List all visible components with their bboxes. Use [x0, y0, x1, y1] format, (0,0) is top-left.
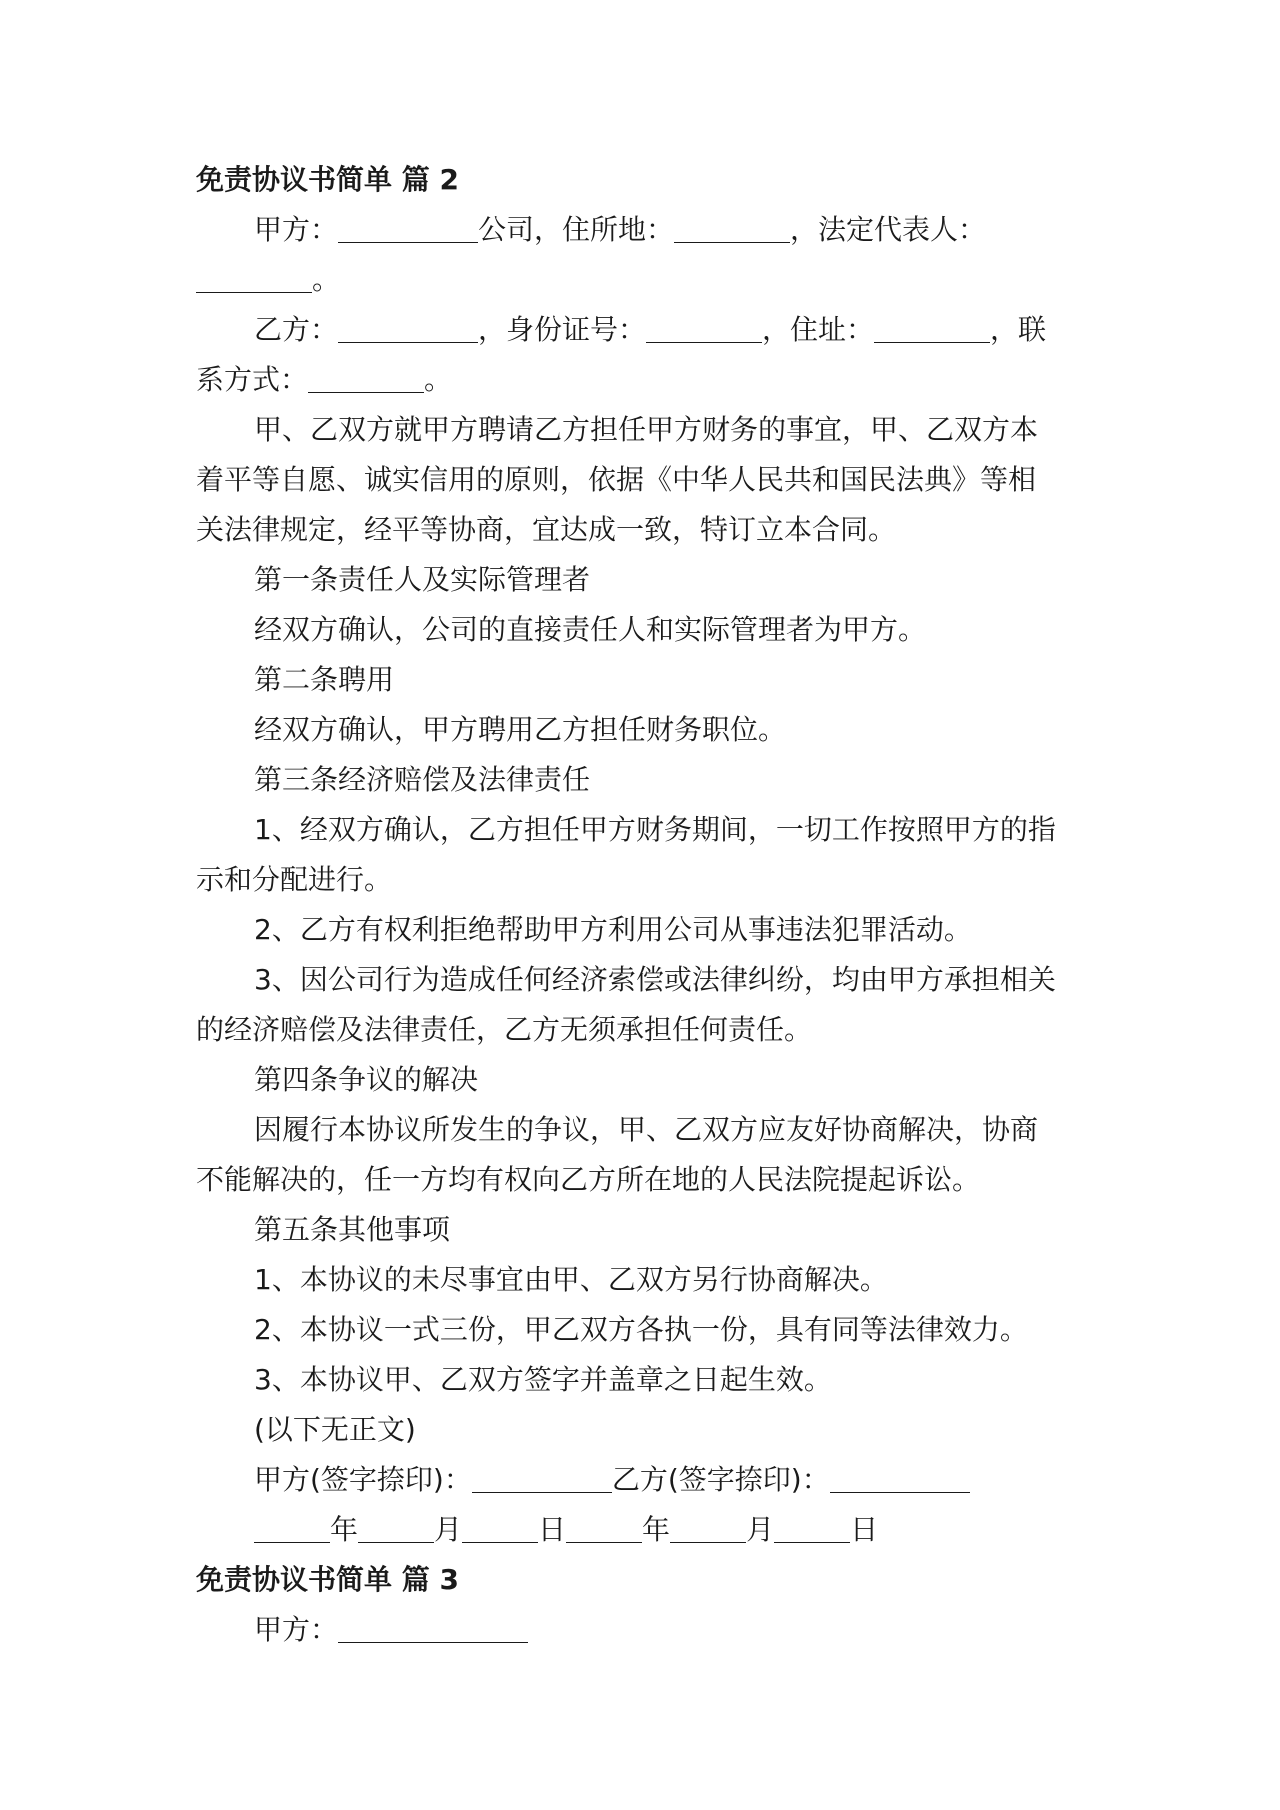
party-a-company-label: 公司，住所地：	[478, 213, 675, 246]
article-2-body: 经双方确认，甲方聘用乙方担任财务职位。	[254, 713, 787, 746]
month-label: 月	[746, 1513, 775, 1546]
document-content	[196, 155, 1098, 1655]
article-1-title: 第一条责任人及实际管理者	[254, 563, 591, 596]
party-a-company-blank[interactable]	[338, 212, 478, 243]
article-3-item-1-line-1: 1、经双方确认，乙方担任甲方财务期间，一切工作按照甲方的指	[254, 813, 1056, 846]
year-label: 年	[642, 1513, 671, 1546]
intro-paragraph-line-2: 着平等自愿、诚实信用的原则，依据《中华人民共和国民法典》等相	[196, 463, 1037, 496]
article-4-body-line-2: 不能解决的，任一方均有权向乙方所在地的人民法院提起诉讼。	[196, 1163, 981, 1196]
party-b-name-blank[interactable]	[338, 312, 478, 343]
party-a-rep-blank[interactable]	[196, 262, 312, 293]
party-b-line	[196, 305, 1098, 355]
day-label: 日	[850, 1513, 879, 1546]
party-a-line-cont	[196, 255, 1098, 305]
article-5-title: 第五条其他事项	[254, 1213, 451, 1246]
article-3-item-1-line-2: 示和分配进行。	[196, 863, 393, 896]
article-3-item-3-line-2: 的经济赔偿及法律责任，乙方无须承担任何责任。	[196, 1013, 813, 1046]
article-2-title: 第二条聘用	[254, 663, 395, 696]
party-a-sign-blank[interactable]	[472, 1462, 612, 1493]
article-5-item-1: 1、本协议的未尽事宜由甲、乙双方另行协商解决。	[254, 1263, 888, 1296]
section-3-party-a-blank[interactable]	[338, 1612, 528, 1643]
party-a-day-blank[interactable]	[462, 1512, 538, 1543]
intro-paragraph-line-3: 关法律规定，经平等协商，宜达成一致，特订立本合同。	[196, 513, 897, 546]
article-5-item-2: 2、本协议一式三份，甲乙双方各执一份，具有同等法律效力。	[254, 1313, 1028, 1346]
article-1-body: 经双方确认，公司的直接责任人和实际管理者为甲方。	[254, 613, 927, 646]
section-3-party-a-line	[196, 1605, 1098, 1655]
party-b-end: 。	[424, 363, 453, 396]
party-b-year-blank[interactable]	[566, 1512, 642, 1543]
year-label: 年	[330, 1513, 359, 1546]
party-b-label: 乙方：	[254, 313, 339, 346]
article-4-body-line-1: 因履行本协议所发生的争议，甲、乙双方应友好协商解决，协商	[254, 1113, 1039, 1146]
party-b-sign-label: 乙方(签字捺印)：	[611, 1463, 830, 1496]
party-b-contact-label-1: ，联	[990, 313, 1047, 346]
signature-line	[196, 1455, 1098, 1505]
article-5-item-3: 3、本协议甲、乙双方签字并盖章之日起生效。	[254, 1363, 832, 1396]
section-3-title: 免责协议书简单 篇 3	[196, 1563, 459, 1596]
party-a-year-blank[interactable]	[254, 1512, 330, 1543]
party-b-sign-blank[interactable]	[830, 1462, 970, 1493]
party-b-addr-label: ，住址：	[762, 313, 875, 346]
party-b-id-blank[interactable]	[646, 312, 762, 343]
month-label: 月	[434, 1513, 463, 1546]
article-4-title: 第四条争议的解决	[254, 1063, 479, 1096]
party-a-sign-label: 甲方(签字捺印)：	[254, 1463, 472, 1496]
section-2-title: 免责协议书简单 篇 2	[196, 163, 459, 196]
party-b-month-blank[interactable]	[670, 1512, 746, 1543]
no-text-note: (以下无正文)	[254, 1413, 416, 1446]
party-b-day-blank[interactable]	[774, 1512, 850, 1543]
article-3-item-3-line-1: 3、因公司行为造成任何经济索偿或法律纠纷，均由甲方承担相关	[254, 963, 1056, 996]
article-3-item-2: 2、乙方有权利拒绝帮助甲方利用公司从事违法犯罪活动。	[254, 913, 972, 946]
day-label: 日	[538, 1513, 567, 1546]
party-a-address-blank[interactable]	[674, 212, 790, 243]
party-b-contact-label-2: 系方式：	[196, 363, 309, 396]
party-b-contact-blank[interactable]	[308, 362, 424, 393]
article-3-title: 第三条经济赔偿及法律责任	[254, 763, 591, 796]
party-a-label: 甲方：	[254, 213, 339, 246]
party-b-addr-blank[interactable]	[874, 312, 990, 343]
party-b-id-label: ，身份证号：	[478, 313, 647, 346]
party-a-month-blank[interactable]	[358, 1512, 434, 1543]
intro-paragraph-line-1: 甲、乙双方就甲方聘请乙方担任甲方财务的事宜，甲、乙双方本	[254, 413, 1039, 446]
party-a-end: 。	[312, 263, 341, 296]
date-line	[196, 1505, 1098, 1555]
party-a-rep-label: ，法定代表人：	[790, 213, 987, 246]
party-a-line	[196, 205, 1098, 255]
section-3-party-a-label: 甲方：	[254, 1613, 339, 1646]
party-b-line-cont	[196, 355, 1098, 405]
